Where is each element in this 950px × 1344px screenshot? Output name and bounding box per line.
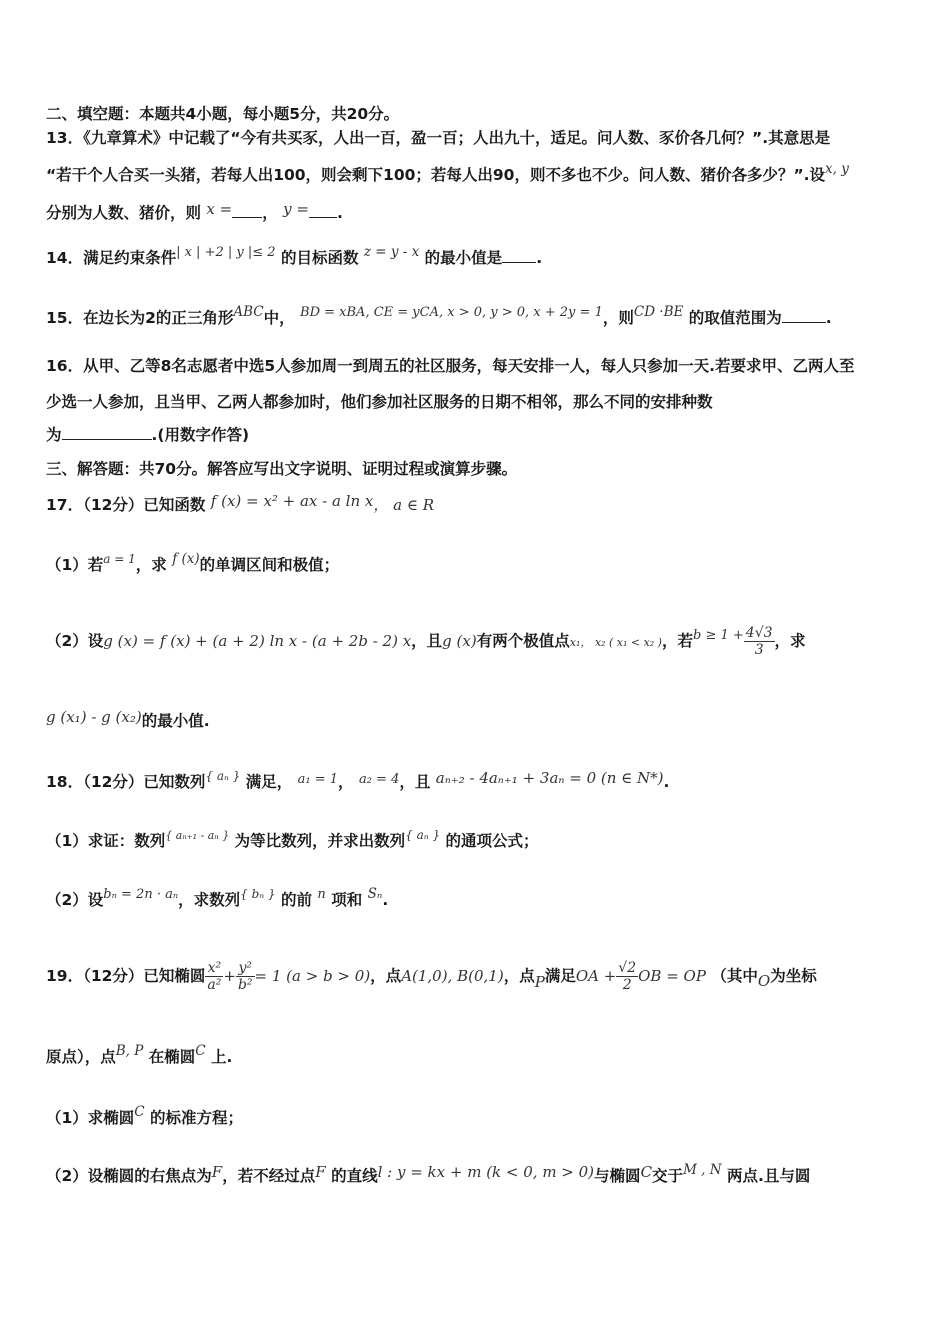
q14-end: . <box>536 249 543 267</box>
q15-prefix: 15．在边长为2的正三角形 <box>46 309 234 327</box>
q17-p2-prefix: （2）设 <box>46 632 104 650</box>
q13-end: . <box>336 204 343 222</box>
q17-part2-cont <box>46 710 910 732</box>
q18-p1-seq: { aₙ₊₁ - aₙ } <box>165 829 230 842</box>
q18-a1: a₁ = 1 <box>297 772 339 787</box>
q18-p2-qian: 的前 <box>280 891 312 909</box>
q18-end: . <box>663 773 670 791</box>
q15-ze: ，则 <box>602 309 634 327</box>
q17-line <box>46 494 910 516</box>
q13-x-eq: x = <box>206 200 233 218</box>
q17-p2-gx: g (x) <box>442 632 477 650</box>
q17-part1 <box>46 551 910 577</box>
q19-ellipse-rest: = 1 (a > b > 0) <box>254 967 371 985</box>
q19-ellipse-den-y: b² <box>237 977 253 993</box>
q13-blank-x[interactable] <box>232 203 262 218</box>
section3-heading <box>46 458 910 480</box>
q17-p2-x2: ， x₂ ( x₁ < x₂ ) <box>580 636 662 649</box>
q19-ellipse-num-y: y² <box>236 960 255 977</box>
q19-ellipse-frac-y <box>236 960 255 993</box>
q14-mid: 的目标函数 <box>280 249 359 267</box>
q19-vector-frac <box>616 960 638 993</box>
q19-plus: + <box>223 967 236 985</box>
q19-qizhong: （其中 <box>711 967 758 985</box>
section2-heading-text: 二、填空题：本题共4小题，每小题5分，共20分。 <box>46 105 400 123</box>
q16-text-3a: 为 <box>46 426 62 444</box>
q13-line3 <box>46 202 910 224</box>
q15-line <box>46 304 910 331</box>
q13-vars: x, y <box>825 161 849 177</box>
q17-p1-suffix: 的单调区间和极值； <box>199 556 340 574</box>
q17-p2-x1: x₁ <box>569 636 581 649</box>
q18-p1-prefix: （1）求证：数列 <box>46 832 166 850</box>
q18-p2-s: Sₙ <box>367 886 383 902</box>
q19-p1-c: C <box>134 1104 145 1120</box>
q18-part2 <box>46 886 910 913</box>
q18-p1-mid: 为等比数列，并求出数列 <box>234 832 406 850</box>
q18-p2-n: n <box>317 887 326 902</box>
q16-line2 <box>46 391 910 413</box>
q18-p2-b: bₙ = 2n · aₙ <box>103 887 179 902</box>
q19-p2-c: C <box>640 1163 653 1181</box>
q15-dot-product: CD ·BE <box>633 304 684 320</box>
q19-p2-mid: ，若不经过点 <box>222 1167 316 1185</box>
q18-qie: ，且 <box>399 773 431 791</box>
q19-p2-f: F <box>211 1163 223 1181</box>
q17-part2 <box>46 625 910 658</box>
q19-p2-line: 的直线 <box>331 1167 378 1185</box>
q17-p2-mid: ，且 <box>411 632 443 650</box>
q14-line <box>46 244 910 271</box>
q19-shang: 上. <box>211 1048 233 1066</box>
q15-condition: BD = xBA, CE = yCA, x > 0, y > 0, x + 2y = 1 <box>300 305 603 320</box>
q14-suffix: 的最小值是 <box>424 249 503 267</box>
q19-p2-yu: 与椭圆 <box>594 1167 641 1185</box>
q16-text-3b: .(用数字作答) <box>151 426 250 444</box>
q14-prefix: 14．满足约束条件 <box>46 249 177 267</box>
q19-prefix: 19．（12分）已知椭圆 <box>46 967 206 985</box>
q18-p2-seq: { bₙ } <box>240 887 276 901</box>
q19-oa: OA + <box>575 967 617 985</box>
q19-vector-frac-num: √2 <box>618 960 637 976</box>
q17-p1-mid: ，求 <box>135 556 167 574</box>
q19-p2-l: l : y = kx + m (k < 0, m > 0) <box>377 1163 595 1181</box>
q19-dian2: ，点 <box>503 967 535 985</box>
q19-p: P <box>534 973 545 991</box>
q19-p1-suffix: 的标准方程； <box>150 1109 244 1127</box>
q15-end: . <box>825 309 832 327</box>
q13-blank-y[interactable] <box>309 203 337 218</box>
q18-line <box>46 771 910 795</box>
q19-ellipse-frac-x <box>205 960 223 993</box>
q13-comma: ， <box>262 204 278 222</box>
q18-p2-he: 项和 <box>331 891 363 909</box>
q19-vector-frac-den: 2 <box>622 977 632 993</box>
q17-p2-qiu: ，求 <box>774 632 806 650</box>
q19-ellipse-den-x: a² <box>207 977 222 993</box>
q13-text-2: “若干个人合买一头猪，若每人出100，则会剩下100；若每人出90，则不多也不少。问人数、猪价各多少？”.设 <box>46 166 826 184</box>
q17-p1-a: a = 1 <box>103 552 136 566</box>
q19-line2-prefix: 原点），点 <box>46 1048 116 1066</box>
q17-p2-ruo: ，若 <box>661 632 693 650</box>
q19-ellipse-num-x: x² <box>205 960 223 977</box>
q15-triangle: ABC <box>233 304 264 320</box>
q19-mz: 满足 <box>544 967 576 985</box>
q15-suffix: 的取值范围为 <box>688 309 782 327</box>
q17-p2-frac-den: 3 <box>754 642 764 658</box>
q17-p2-mid2: 有两个极值点 <box>476 632 570 650</box>
q17-p2-expr: g (x₁) - g (x₂) <box>46 708 142 726</box>
q19-ob: OB = OP <box>638 967 706 985</box>
q16-line3 <box>46 424 910 446</box>
q18-mz: 满足， <box>245 773 293 791</box>
q19-p2-suffix: 两点.且与圆 <box>726 1167 811 1185</box>
q19-dian: ，点 <box>370 967 402 985</box>
q18-p1-suffix: 的通项公式； <box>445 832 539 850</box>
q16-text-1: 16．从甲、乙等8名志愿者中选5人参加周一到周五的社区服务，每天安排一人，每人只参加一天.若要求甲、乙两人至 <box>46 357 855 375</box>
q18-part1 <box>46 830 910 854</box>
q19-line <box>46 960 910 993</box>
q18-p2-prefix: （2）设 <box>46 891 104 909</box>
section2-heading <box>46 103 910 125</box>
q19-o: O <box>757 972 771 990</box>
q13-line1 <box>46 127 910 149</box>
q19-c: C <box>195 1043 206 1059</box>
q19-part2 <box>46 1162 910 1188</box>
q14-objective: z = y - x <box>363 244 420 260</box>
q15-zhong: 中， <box>263 309 295 327</box>
q16-blank[interactable] <box>62 425 152 440</box>
q19-p2-mn: M , N <box>683 1162 722 1178</box>
q19-p2-prefix: （2）设椭圆的右焦点为 <box>46 1167 212 1185</box>
q17-p2-fraction <box>744 625 775 658</box>
q18-recurrence: aₙ₊₂ - 4aₙ₊₁ + 3aₙ = 0 (n ∈ N*) <box>435 769 664 787</box>
q17-p1-prefix: （1）若 <box>46 556 104 574</box>
q19-part1 <box>46 1104 910 1130</box>
q18-p2-end: . <box>382 891 389 909</box>
q19-p1-prefix: （1）求椭圆 <box>46 1109 135 1127</box>
q17-p1-f: f (x) <box>172 551 200 567</box>
q18-prefix: 18．（12分）已知数列 <box>46 773 206 791</box>
q17-prefix: 17．（12分）已知函数 <box>46 496 206 514</box>
q18-a2: a₂ = 4 <box>358 772 400 787</box>
q17-p2-frac-num: 4√3 <box>745 625 773 641</box>
q18-comma: ， <box>338 773 354 791</box>
q19-p2-f2: F <box>315 1163 326 1181</box>
q19-zai: 在椭圆 <box>148 1048 196 1066</box>
q17-p2-suffix: 的最小值. <box>141 712 210 730</box>
q19-bp: B, P <box>115 1043 144 1059</box>
q13-text-1: 13．《九章算术》中记载了“今有共买豕，人出一百，盈一百；人出九十，适足。问人数、豕价各几何？”.其意思是 <box>46 129 831 147</box>
q18-p2-mid: ，求数列 <box>178 891 241 909</box>
q17-function: f (x) = x² + ax - a ln x <box>210 492 374 510</box>
q13-y-eq: y = <box>283 200 309 218</box>
section3-heading-text: 三、解答题：共70分。解答应写出文字说明、证明过程或演算步骤。 <box>46 460 518 478</box>
q19-p2-jiao: 交于 <box>652 1167 684 1185</box>
q13-line2 <box>46 161 910 187</box>
q19-weizb: 为坐标 <box>770 967 817 985</box>
q18-seq: { aₙ } <box>205 769 241 783</box>
q17-condition: ， a ∈ R <box>373 496 435 514</box>
q16-text-2: 少选一人参加，且当甲、乙两人都参加时，他们参加社区服务的日期不相邻，那么不同的安排种数 <box>46 393 713 411</box>
q18-p1-seq2: { aₙ } <box>405 828 441 842</box>
q17-p2-b: b ≥ 1 + <box>693 628 744 643</box>
q14-blank[interactable] <box>502 248 536 263</box>
q19-line2 <box>46 1043 910 1069</box>
q15-blank[interactable] <box>782 308 826 323</box>
q16-line1 <box>46 355 910 377</box>
q14-constraint: | x | +2 | y |≤ 2 <box>176 245 276 260</box>
q13-text-3: 分别为人数、猪价，则 <box>46 204 202 222</box>
q17-p2-g: g (x) = f (x) + (a + 2) ln x - (a + 2b - 2) x <box>103 632 412 650</box>
q19-points: A(1,0), B(0,1) <box>401 967 504 985</box>
